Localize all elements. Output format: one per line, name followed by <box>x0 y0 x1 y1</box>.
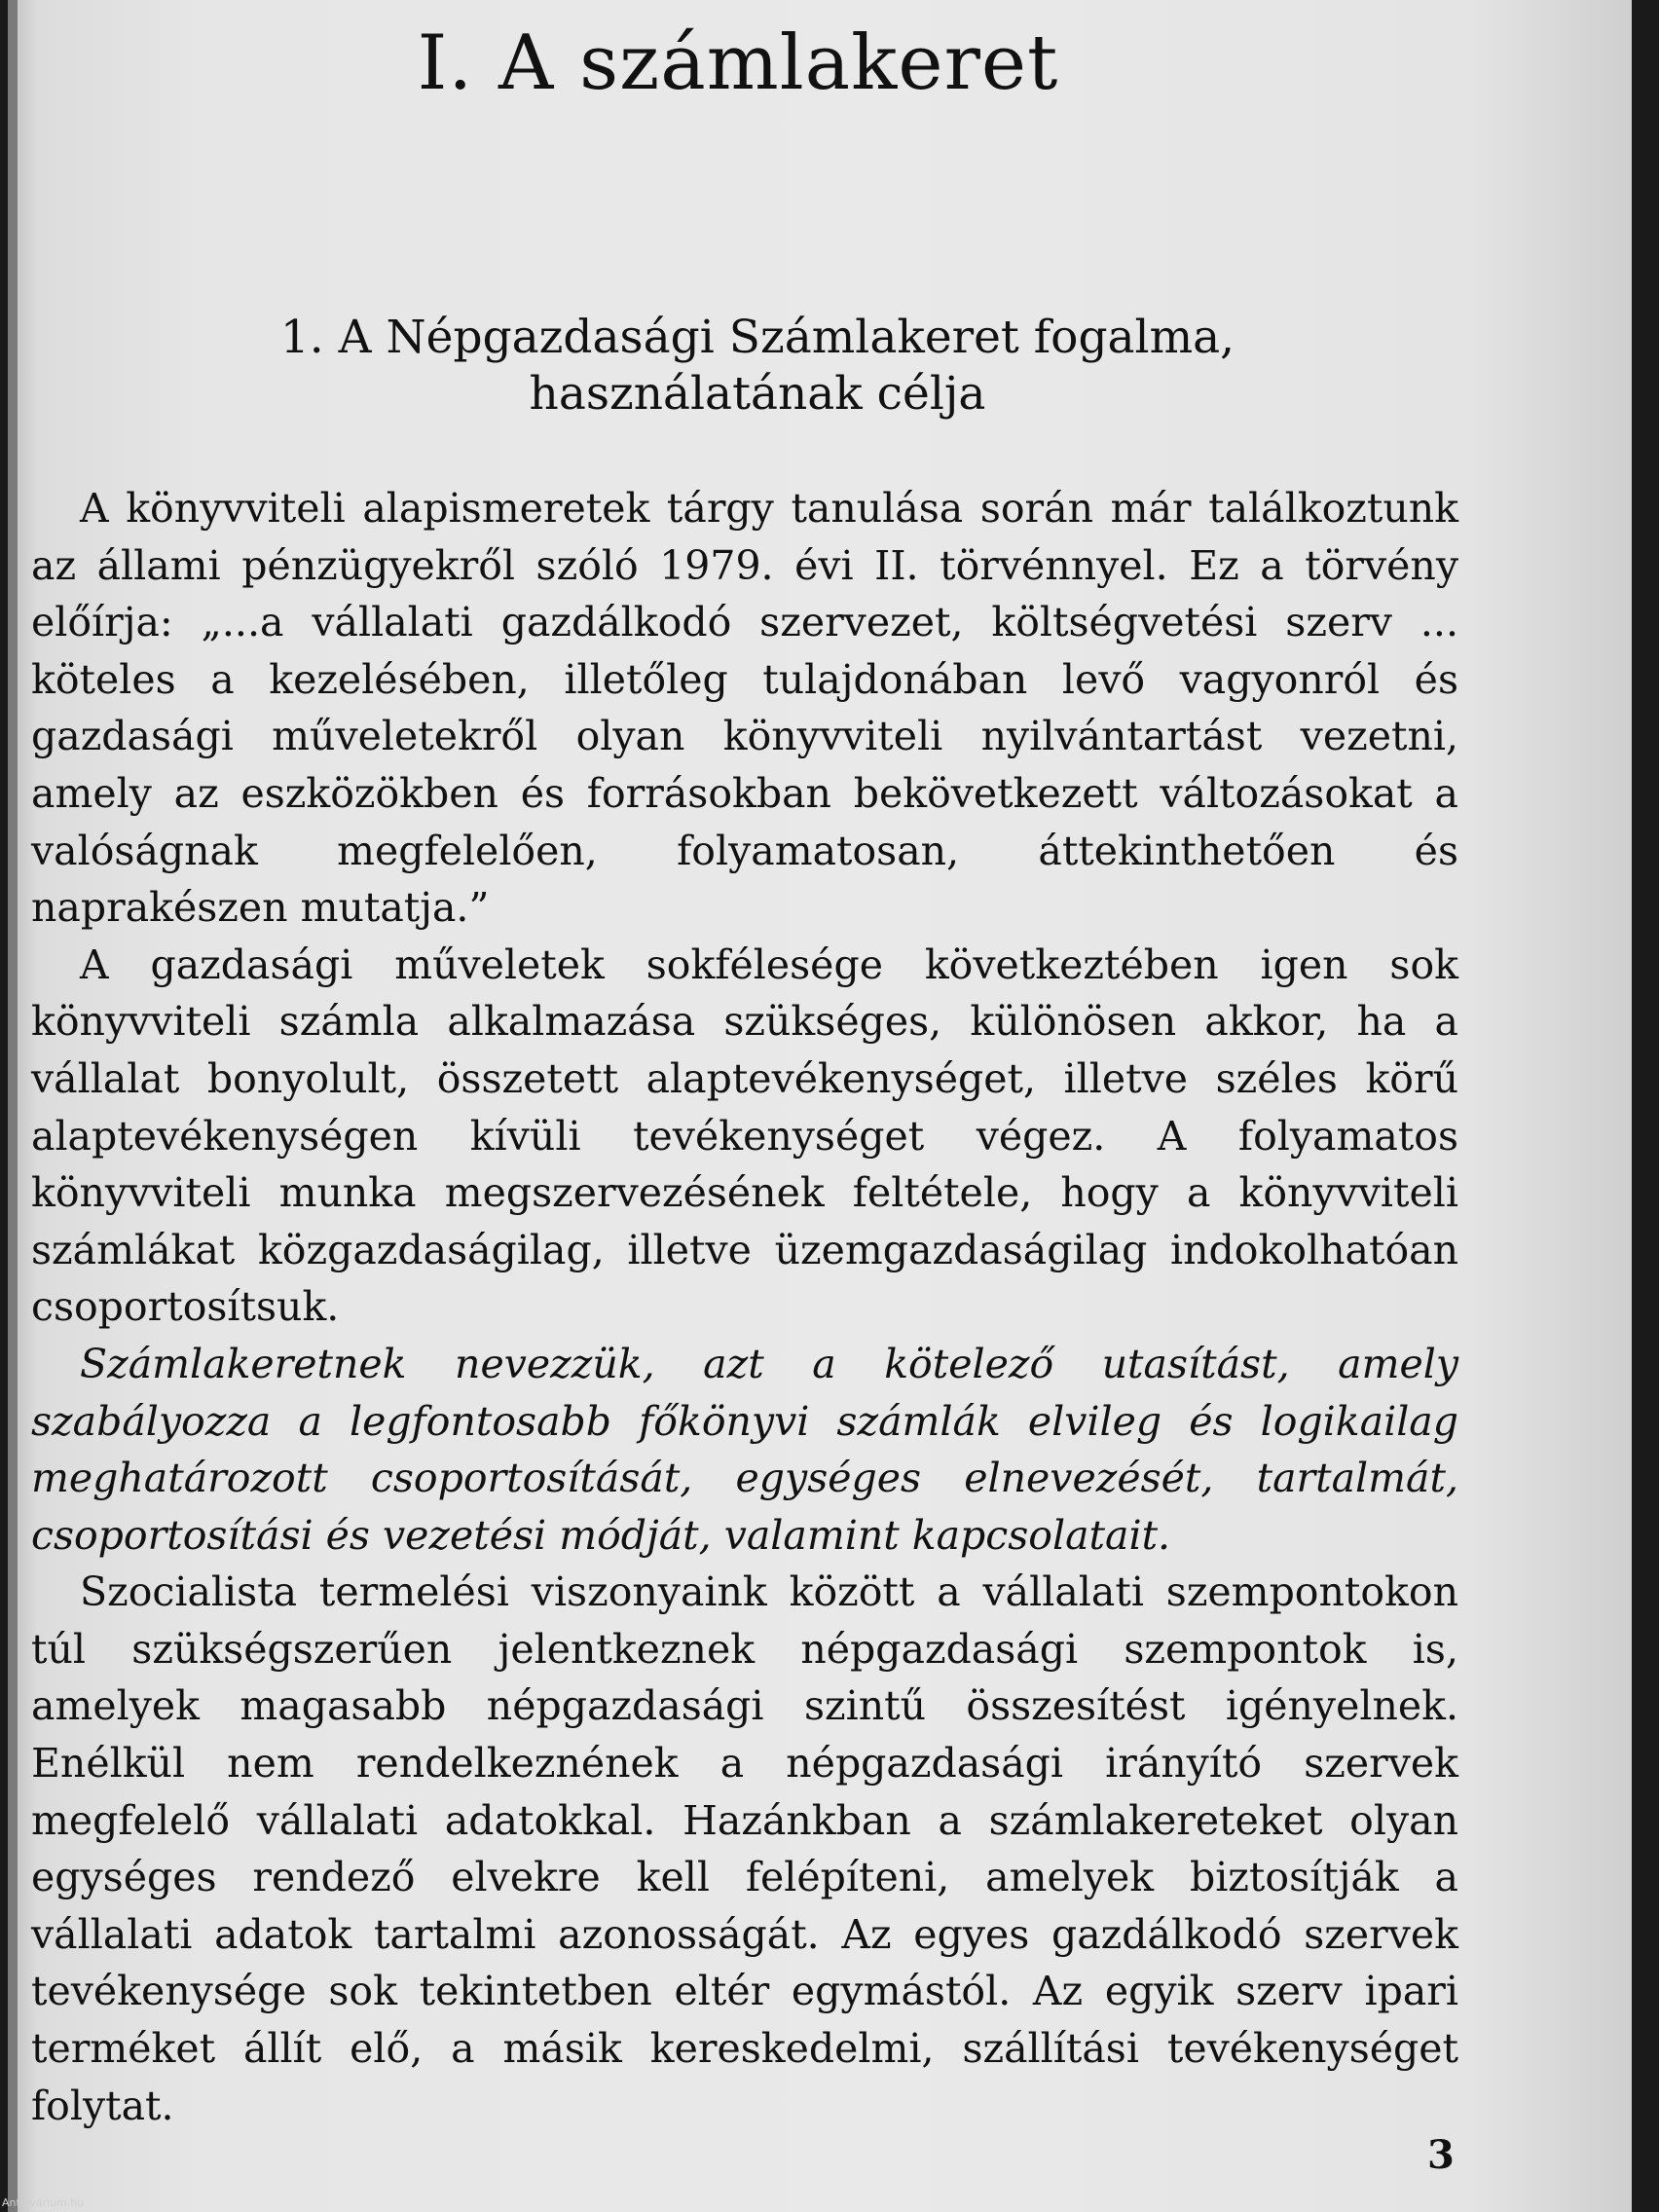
section-title-line-2: használatának célja <box>529 367 986 421</box>
section-title <box>66 310 1449 423</box>
page-left-edge <box>8 0 18 2212</box>
body-text <box>31 480 1458 2134</box>
page-number: 3 <box>1427 2132 1455 2178</box>
section-title-line-1: 1. A Népgazdasági Számlakeret fogalma, <box>279 311 1235 364</box>
paragraph-socialist: Szocialista termelési viszonyaink között a vállalati szempontokon túl szükségszerűen jelentkeznek népgazdasági szempontok is, amelyek magasabb népgazdasági szintű összesítést igényelnek. Enélkül nem rendelkeznének a népgazdasági irányító szervek megfelelő vállalati adatokkal. Hazánkban a számlakereteket olyan egységes rendező elvekre kell felépíteni, amelyek biztosítják a vállalati adatok tartalmi azonosságát. Az egyes gazdálkodó szervek tevékenysége sok tekintetben eltér egymástól. Az egyik szerv ipari terméket állít elő, a másik kereskedelmi, szállítási tevékenységet folytat. <box>31 1568 1458 2129</box>
book-page <box>8 0 1632 2212</box>
watermark: Antikvárium.hu <box>2 2196 85 2209</box>
chapter-title: I. A számlakeret <box>417 19 1059 107</box>
paragraph-definition: Számlakeretnek nevezzük, azt a kötelező utasítást, amely szabályozza a legfontosabb főkönyvi számlák elvileg és logikailag meghatározott csoportosítását, egységes elnevezését, tartalmát, csoportosítási és vezetési módját, valamint kapcsolatait. <box>31 1340 1458 1559</box>
paragraph-intro: A könyvviteli alapismeretek tárgy tanulása során már találkoztunk az állami pénzügyekről szóló 1979. évi II. törvénnyel. Ez a törvény előírja: „...a vállalati gazdálkodó szervezet, költségvetési szerv ... köteles a kezelésében, illetőleg tulajdonában levő vagyonról és gazdasági műveletekről olyan könyvviteli nyilvántartást vezetni, amely az eszközökben és forrásokban bekövetkezett változásokat a valóságnak megfelelően, folyamatosan, áttekinthetően és naprakészen mutatja.” <box>31 485 1458 932</box>
paragraph-operations: A gazdasági műveletek sokfélesége következtében igen sok könyvviteli számla alkalmazása szükséges, különösen akkor, ha a vállalat bonyolult, összetett alaptevékenységet, illetve széles körű alaptevékenységen kívüli tevékenységet végez. A folyamatos könyvviteli munka megszervezésének feltétele, hogy a könyvviteli számlákat közgazdaságilag, illetve üzemgazdaságilag indokolhatóan csoportosítsuk. <box>31 940 1458 1331</box>
